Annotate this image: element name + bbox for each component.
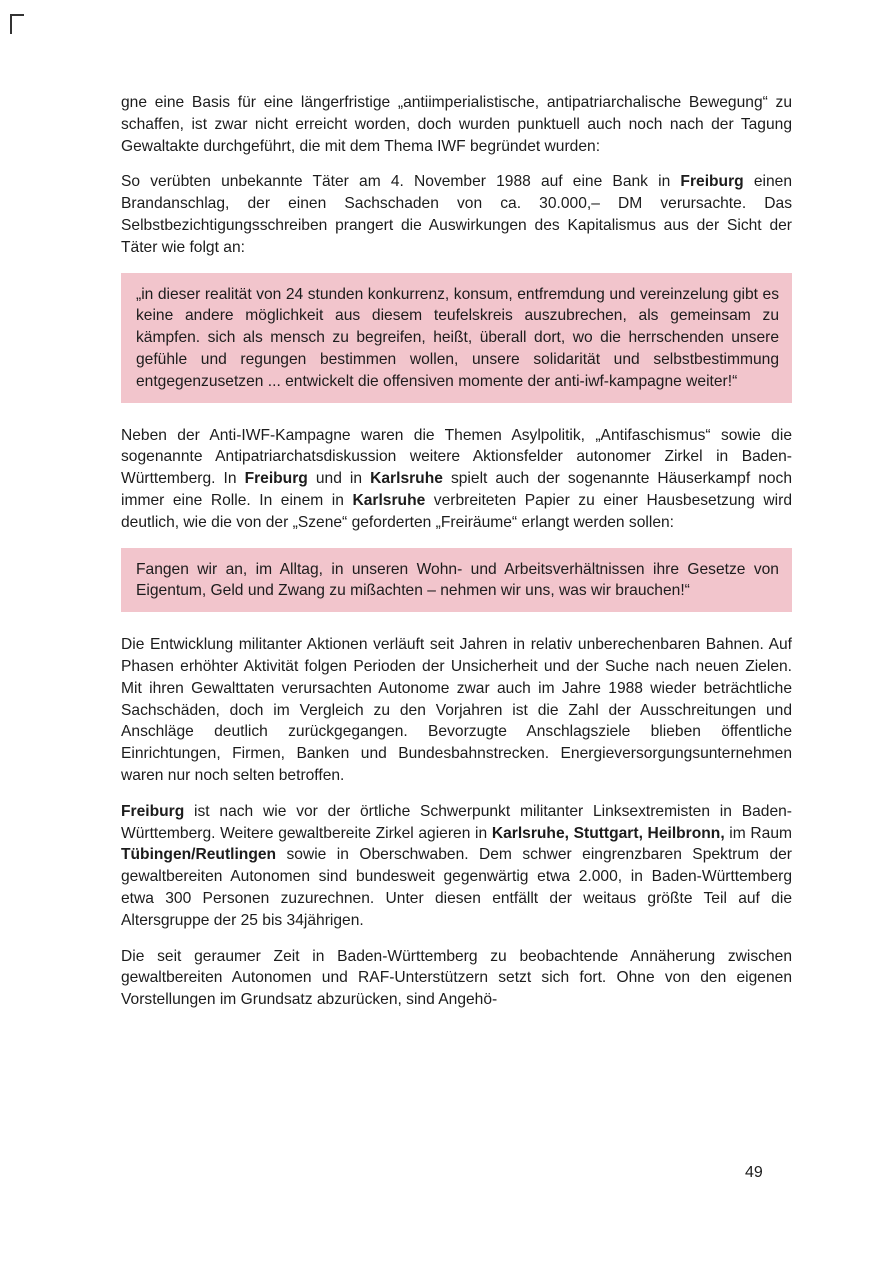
place-name: Freiburg (680, 173, 744, 191)
place-name: Karlsruhe (352, 491, 426, 509)
place-name: Freiburg (121, 802, 185, 820)
paragraph-regional-focus (121, 801, 792, 932)
paragraph-text: spielt auch der sogenannte Häuserkampf noch immer eine Rolle. In einem in (121, 470, 793, 509)
paragraph-raf-approach: Die seit geraumer Zeit in Baden-Württemberg zu beobachtende Annäherung zwischen gewaltbereiten Autonomen und RAF-Unterstützern setzt sich fort. Ohne von den eigenen Vorstellungen im Grundsatz abzurücken, sind Angehö- (121, 947, 792, 1009)
quote-text: Fangen wir an, im Alltag, in unseren Wohn- und Arbeitsverhältnissen ihre Gesetze von Eigentum, Geld und Zwang zu mißachten – nehmen wir uns, was wir brauchen!“ (136, 560, 779, 600)
place-name: Tübingen/Reutlingen (121, 846, 277, 864)
document-page (121, 92, 792, 1025)
paragraph-text: verbreiteten Papier zu einer Hausbesetzung wird deutlich, wie die von der „Szene“ geforderten „Freiräume“ erlangt werden sollen: (121, 491, 792, 531)
paragraph-militant-actions: Die Entwicklung militanter Aktionen verläuft seit Jahren in relativ unberechenbaren Bahnen. Auf Phasen erhöhter Aktivität folgen Perioden der Unsicherheit und der Suche nach neuen Zielen. Mit ihren Gewalttaten verursachten Autonome zwar auch im Jahre 1988 wieder beträchtliche Sachschäden, doch im Vergleich zu den Vorjahren ist die Zahl der Ausschreitungen und Anschläge deutlich zurückgegangen. Bevorzugte Anschlagsziele blieben öffentliche Einrichtungen, Firmen, Banken und Bundesbahnstrecken. Energieversorgungsunternehmen waren nur noch selten betroffen. (121, 636, 792, 784)
paragraph-text: und in (307, 470, 371, 488)
place-name: Freiburg (244, 470, 308, 488)
highlighted-quote (121, 273, 792, 403)
paragraph-text: So verübten unbekannte Täter am 4. November 1988 auf eine Bank in (121, 173, 681, 191)
quote-text: „in dieser realität von 24 stunden konkurrenz, konsum, entfremdung und vereinzelung gibt es keine andere möglichkeit aus diesem teufelskreis auszubrechen, als gemeinsam zu kämpfen. sich als mensch zu begreifen, heißt, überall dort, wo die herrschenden unsere gefühle und regungen bestimmen wollen, unsere solidarität und selbstbestimmung entgegenzusetzen ... entwickelt die offensiven momente der anti-iwf-kampagne weiter!“ (136, 285, 779, 390)
paragraph-text: im Raum (724, 824, 793, 842)
highlighted-quote (121, 548, 792, 613)
page-number: 49 (745, 1164, 763, 1181)
paragraph-campaign-themes (121, 425, 792, 534)
paragraph-text: sowie in Oberschwaben. Dem schwer eingrenzbaren Spektrum der gewaltbereiten Autonomen sind bundesweit gegenwärtig etwa 2.000, in Baden-Württemberg etwa 300 Personen zuzurechnen. Unter diesen entfällt der weitaus größte Teil auf die Altersgruppe der 25 bis 34jährigen. (121, 846, 792, 929)
place-name: Karlsruhe, Stuttgart, Heilbronn, (491, 824, 725, 842)
place-name: Karlsruhe (370, 470, 443, 488)
paragraph-intro (121, 92, 792, 157)
crop-mark (10, 14, 24, 34)
paragraph-text: ist nach wie vor der örtliche Schwerpunkt militanter Linksextremisten in Baden-Württemberg. Weitere gewaltbereite Zirkel agieren in (121, 802, 792, 842)
paragraph-text: Neben der Anti-IWF-Kampagne waren die Themen Asylpolitik, „Antifaschismus“ sowie die sogenannte Antipatriarchatsdiskussion weitere Aktionsfelder autonomer Zirkel in Baden-Württemberg. In (121, 426, 792, 488)
paragraph-text: gne eine Basis für eine längerfristige „antiimperialistische, antipatriarchalische Bewegung“ zu schaffen, ist zwar nicht erreicht worden, doch wurden punktuell auch noch nach der Tagung Gewaltakte durchgeführt, die mit dem Thema IWF begründet wurden: (121, 94, 792, 155)
paragraph-text: einen Brandanschlag, der einen Sachschaden von ca. 30.000,– DM verursachte. Das Selbstbezichtigungsschreiben prangert die Auswirkungen des Kapitalismus aus der Sicht der Täter wie folgt an: (121, 173, 792, 256)
paragraph-freiburg-attack (121, 171, 792, 258)
